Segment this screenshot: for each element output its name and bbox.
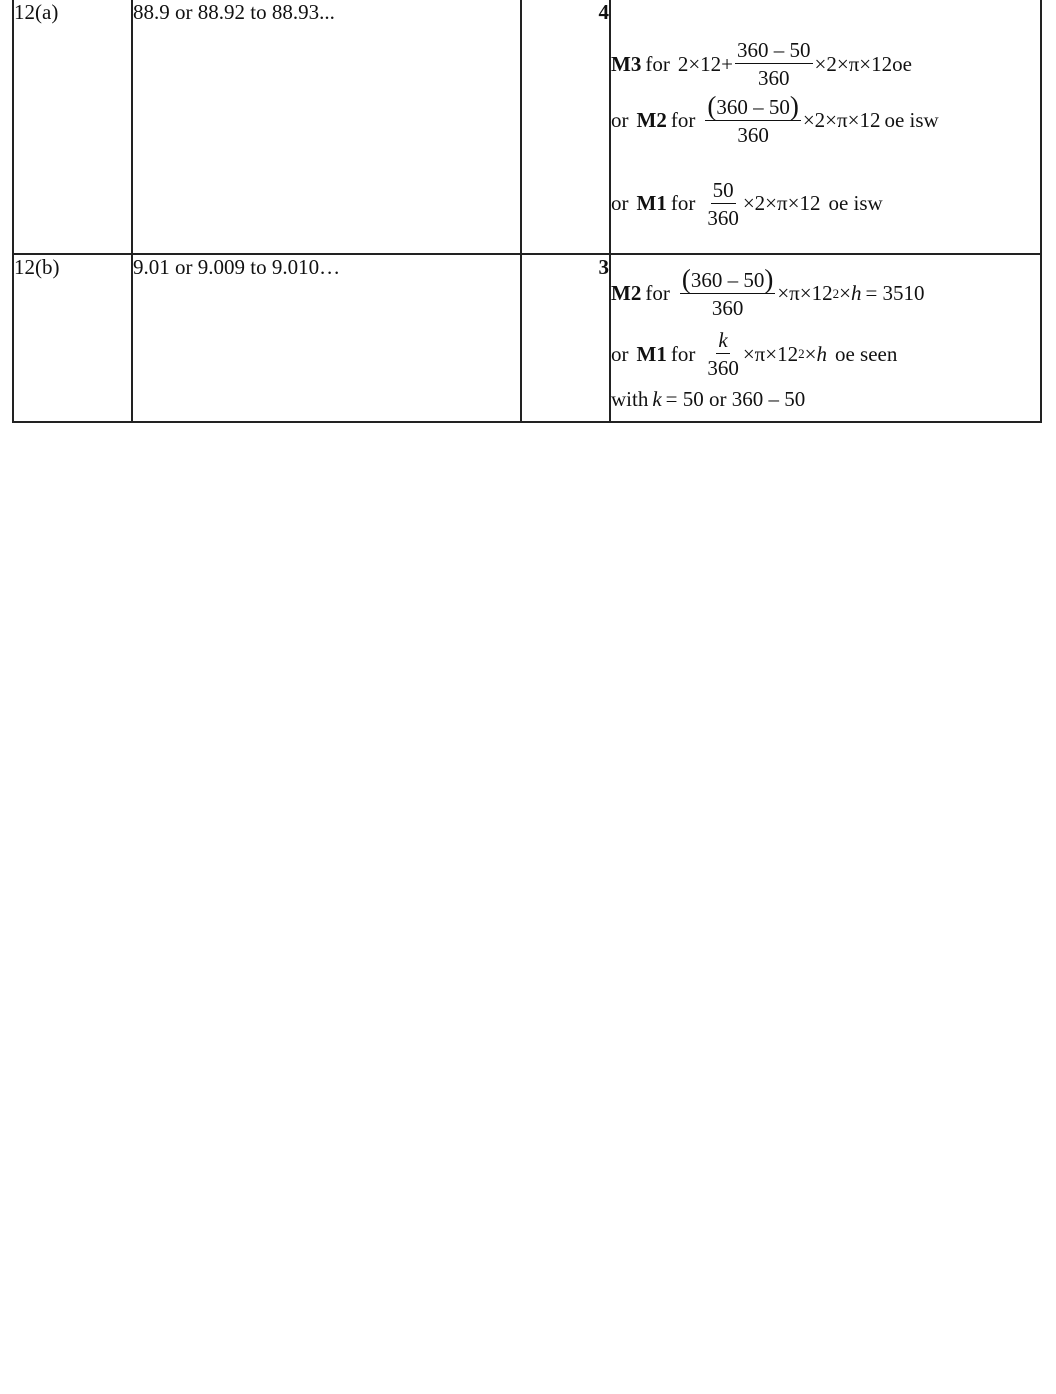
for-word: for xyxy=(645,51,670,76)
question-number-cell xyxy=(13,254,132,422)
marks-cell xyxy=(521,254,610,422)
for-word: for xyxy=(645,281,670,306)
fraction-numerator: 50 xyxy=(711,178,736,204)
expression-part: = 3510 xyxy=(865,281,925,306)
variable: k xyxy=(652,386,662,411)
fraction-numerator xyxy=(680,264,776,294)
left-paren: ( xyxy=(681,264,691,294)
answer-cell xyxy=(132,254,521,422)
fraction-denominator: 360 xyxy=(707,356,739,381)
marks-value: 3 xyxy=(598,255,609,279)
expression-part: ×π×12 xyxy=(777,281,833,306)
method-mark-tag: M3 xyxy=(611,51,642,76)
variable: h xyxy=(850,281,862,306)
with-word: with xyxy=(611,386,649,411)
qualifier: oe seen xyxy=(834,341,898,366)
or-word: or xyxy=(611,191,629,216)
variable: h xyxy=(816,341,827,366)
answer-cell xyxy=(132,0,521,254)
fraction xyxy=(680,264,776,321)
condition-text: = 50 or 360 – 50 xyxy=(665,386,806,411)
mark-scheme-table xyxy=(12,0,1042,423)
or-word: or xyxy=(611,108,629,133)
partial-marks-cell xyxy=(610,0,1041,254)
numerator-text: 360 – 50 xyxy=(690,268,765,292)
or-word: or xyxy=(611,341,629,366)
fraction-denominator: 360 xyxy=(737,123,769,148)
fraction xyxy=(735,38,813,90)
fraction-numerator xyxy=(705,91,801,122)
right-paren: ) xyxy=(789,91,799,122)
expression-suffix: ×2×π×12 xyxy=(742,191,821,216)
method-line xyxy=(611,91,1040,148)
expression-prefix: 2×12+ xyxy=(677,51,734,76)
answer-text: 9.01 or 9.009 to 9.010… xyxy=(133,255,341,279)
for-word: for xyxy=(670,191,696,216)
table-row xyxy=(13,254,1041,422)
method-mark-tag: M2 xyxy=(611,281,642,306)
expression-part: × xyxy=(804,341,817,366)
answer-text: 88.9 or 88.92 to 88.93... xyxy=(133,0,335,24)
expression-suffix: ×2×π×12 xyxy=(802,108,881,133)
left-paren: ( xyxy=(707,91,717,122)
method-mark-tag: M2 xyxy=(636,108,667,133)
marks-cell xyxy=(521,0,610,254)
marks-value: 4 xyxy=(598,0,609,24)
method-line xyxy=(611,178,1040,230)
method-mark-tag: M1 xyxy=(636,341,667,366)
question-number: 12(b) xyxy=(14,255,60,279)
fraction-denominator: 360 xyxy=(758,66,790,91)
question-number-cell xyxy=(13,0,132,254)
fraction-numerator: k xyxy=(716,328,729,354)
method-line xyxy=(611,388,1040,411)
expression-suffix: ×2×π×12 xyxy=(814,51,893,76)
fraction-denominator: 360 xyxy=(707,205,739,230)
for-word: for xyxy=(670,341,696,366)
fraction-numerator: 360 – 50 xyxy=(735,38,813,64)
question-number: 12(a) xyxy=(14,0,59,24)
method-line xyxy=(611,38,1040,90)
table-row xyxy=(13,0,1041,254)
qualifier: oe isw xyxy=(884,108,939,133)
expression-part: × xyxy=(839,281,851,306)
for-word: for xyxy=(670,108,696,133)
fraction-denominator: 360 xyxy=(711,296,744,321)
fraction xyxy=(705,178,741,230)
expression-part: ×π×12 xyxy=(742,341,799,366)
fraction xyxy=(705,91,801,148)
method-line: M2 for $\frac{(360 - 50)}{360}$ ×π×12 2 × h = 3510 xyxy=(611,264,925,321)
right-paren: ) xyxy=(764,264,774,294)
numerator-text: 360 – 50 xyxy=(716,95,790,120)
partial-marks-cell xyxy=(610,254,1041,422)
method-mark-tag: M1 xyxy=(636,191,667,216)
qualifier: oe xyxy=(892,51,912,76)
method-line: or M1 for $\frac{k}{360}$ ×π×12 2 × h oe seen xyxy=(611,328,898,381)
qualifier: oe isw xyxy=(828,191,883,216)
fraction xyxy=(705,328,741,380)
